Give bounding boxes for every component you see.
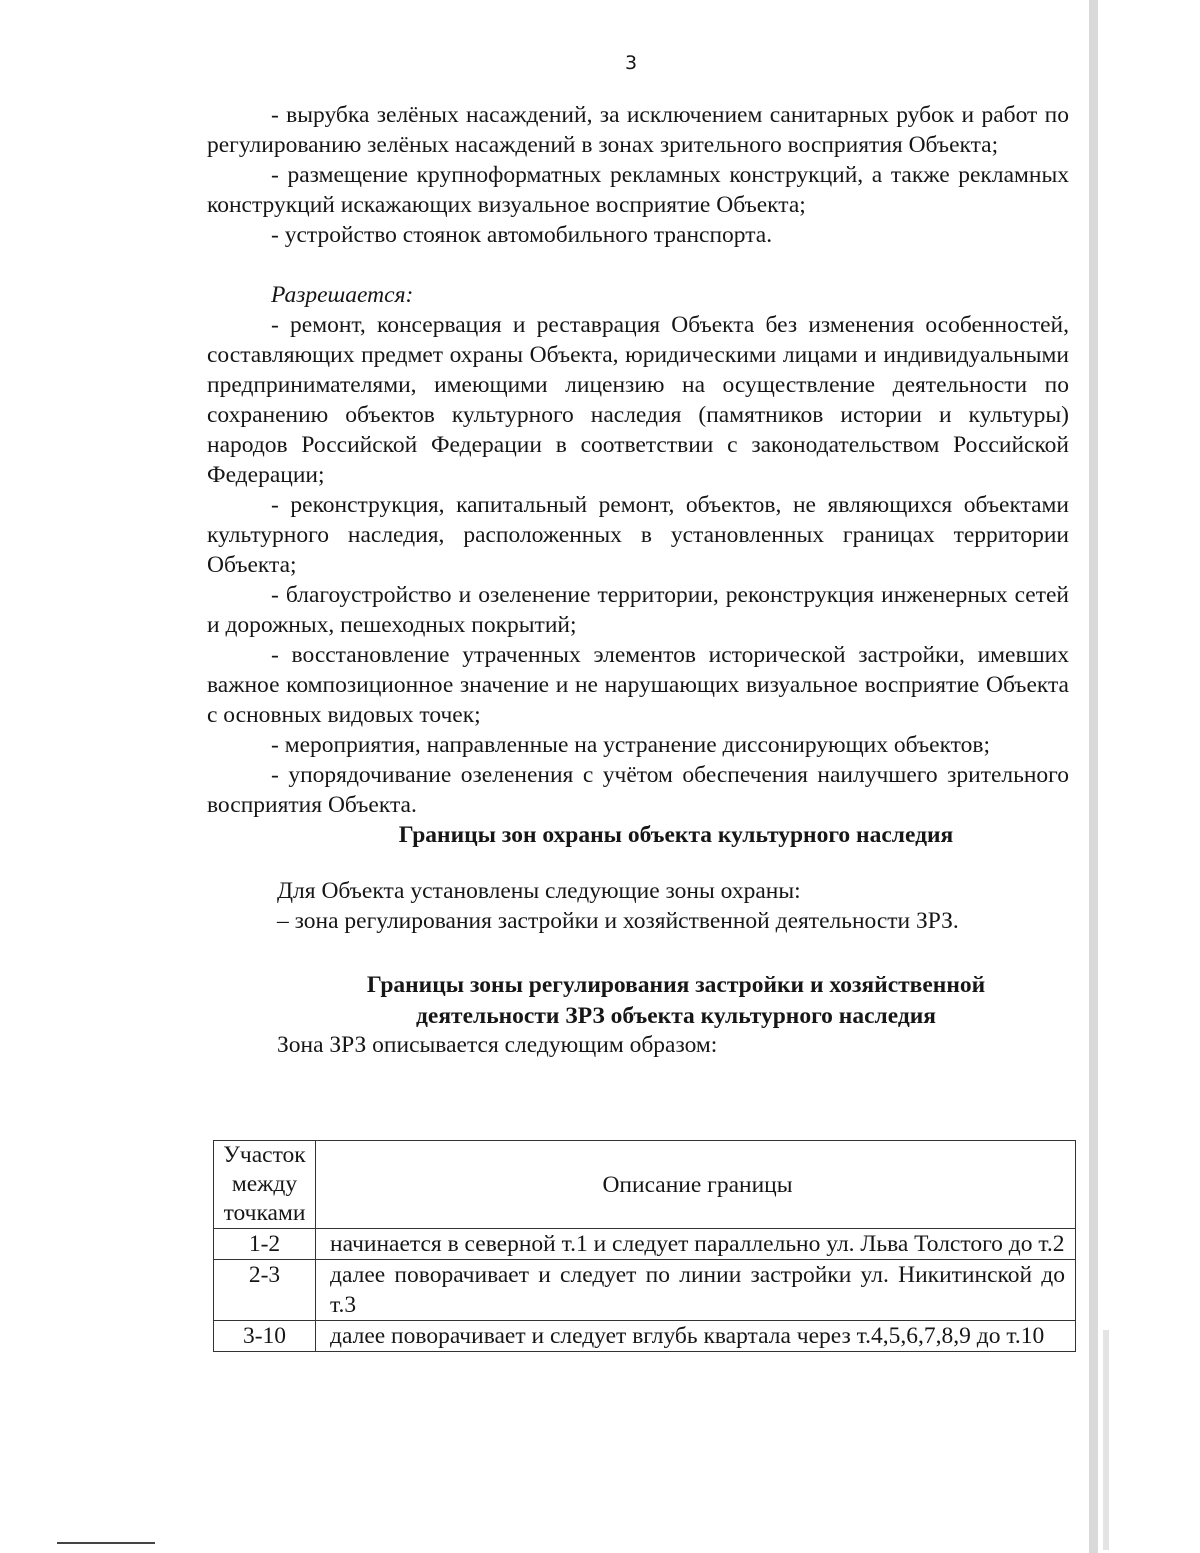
boundary-table: [213, 1140, 1076, 1352]
table-row: [214, 1229, 1076, 1260]
table-cell-segment: 1-2: [214, 1229, 316, 1260]
section-heading-zrz: [207, 970, 1069, 1032]
section-heading-zrz-line1: Границы зоны регулирования застройки и хозяйственной: [366, 972, 986, 998]
table-header-segment: Участок между точками: [214, 1141, 316, 1229]
prohibited-item: - устройство стоянок автомобильного транспорта.: [271, 222, 773, 248]
scan-edge-shadow-lower: [1103, 1330, 1109, 1550]
document-body: [207, 100, 1069, 1058]
table-header-row: [214, 1141, 1076, 1229]
table-cell-segment: 3-10: [214, 1321, 316, 1352]
table-header-description: Описание границы: [316, 1141, 1076, 1229]
allowed-item: - мероприятия, направленные на устранение диссонирующих объектов;: [271, 732, 991, 758]
allowed-item: - ремонт, консервация и реставрация Объекта без изменения особенностей, составляющих предмет охраны Объекта, юридическими лицами и индивидуальными предпринимателями, имеющими лицензию на осуществление деятельности по сохранению объектов культурного наследия (памятников истории и культуры) народов Российской Федерации в соответствии с законодательством Российской Федерации;: [207, 312, 1069, 488]
allowed-heading: Разрешается:: [271, 282, 414, 308]
allowed-item: - упорядочивание озеленения с учётом обеспечения наилучшего зрительного восприятия Объекта.: [207, 762, 1069, 818]
zones-item: – зона регулирования застройки и хозяйственной деятельности ЗРЗ.: [277, 908, 959, 934]
allowed-item: - благоустройство и озеленение территории, реконструкция инженерных сетей и дорожных, пешеходных покрытий;: [207, 582, 1069, 638]
table-intro: Зона ЗРЗ описывается следующим образом:: [277, 1032, 718, 1058]
table-row: [214, 1260, 1076, 1321]
table-cell-description: далее поворачивает и следует по линии застройки ул. Никитинской до т.3: [316, 1260, 1076, 1321]
zones-intro: Для Объекта установлены следующие зоны охраны:: [277, 878, 801, 904]
allowed-item: - восстановление утраченных элементов исторической застройки, имевших важное композиционное значение и не нарушающих визуальное восприятие Объекта с основных видовых точек;: [207, 642, 1069, 728]
section-heading-zones: Границы зон охраны объекта культурного наследия: [398, 822, 954, 848]
prohibited-item: - размещение крупноформатных рекламных конструкций, а также рекламных конструкций искажающих визуальное восприятие Объекта;: [207, 162, 1069, 218]
page-number: 3: [624, 52, 638, 74]
prohibited-item: - вырубка зелёных насаждений, за исключением санитарных рубок и работ по регулированию зелёных насаждений в зонах зрительного восприятия Объекта;: [207, 102, 1069, 158]
table-cell-description: далее поворачивает и следует вглубь квартала через т.4,5,6,7,8,9 до т.10: [316, 1321, 1076, 1352]
table-row: [214, 1321, 1076, 1352]
zones-list: [207, 876, 1069, 936]
section-heading-zrz-line2: деятельности ЗРЗ объекта культурного наследия: [416, 1003, 936, 1029]
table-cell-segment: 2-3: [214, 1260, 316, 1321]
allowed-item: - реконструкция, капитальный ремонт, объектов, не являющихся объектами культурного наследия, расположенных в установленных границах территории Объекта;: [207, 492, 1069, 578]
scan-edge-shadow: [1089, 0, 1098, 1553]
table-cell-description: начинается в северной т.1 и следует параллельно ул. Льва Толстого до т.2: [316, 1229, 1076, 1260]
footnote-rule: [57, 1542, 155, 1544]
